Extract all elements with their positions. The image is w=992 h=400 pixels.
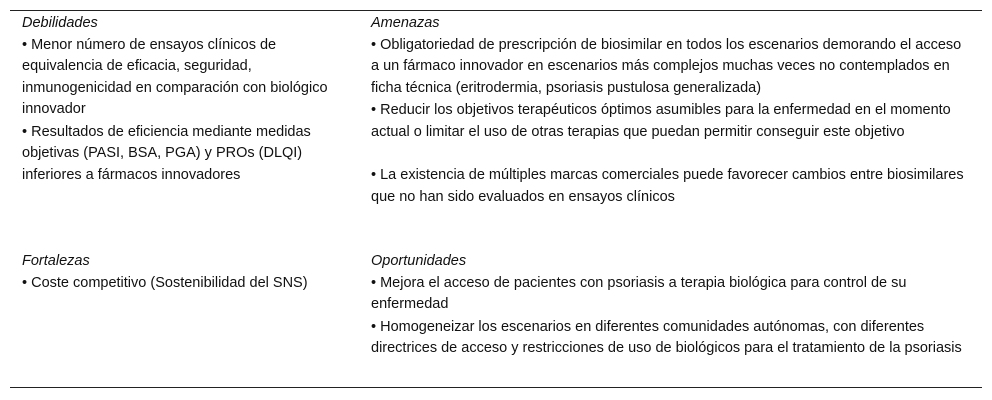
opportunities-heading: Oportunidades <box>371 253 467 269</box>
weakness-item: • Menor número de ensayos clínicos de equivalencia de eficacia, seguridad, inmunogenicidad en comparación con biológico innovador <box>22 36 328 117</box>
threat-item: • Obligatoriedad de prescripción de biosimilar en todos los escenarios demorando el acceso a un fármaco innovador en escenarios más complejos muchas veces no contemplados en ficha técnica (eritrodermia, psoriasis pustulosa generalizada) <box>371 36 962 96</box>
weakness-item: • Resultados de eficiencia mediante medidas objetivas (PASI, BSA, PGA) y PROs (DLQI) inferiores a fármacos innovadores <box>22 123 311 183</box>
threat-item: • La existencia de múltiples marcas comerciales puede favorecer cambios entre biosimilares que no han sido evaluados en ensayos clínicos <box>371 167 964 205</box>
weaknesses-heading: Debilidades <box>22 15 98 31</box>
strengths-cell <box>22 251 342 294</box>
strength-item: • Coste competitivo (Sostenibilidad del SNS) <box>22 274 308 291</box>
strengths-heading: Fortalezas <box>22 253 90 269</box>
swot-table <box>10 10 982 388</box>
threats-cell <box>371 13 971 208</box>
opportunity-item: • Homogeneizar los escenarios en diferentes comunidades autónomas, con diferentes directrices de acceso y restricciones de uso de biológicos para el tratamiento de la psoriasis <box>371 318 962 356</box>
weaknesses-cell <box>22 13 342 186</box>
threat-item: • Reducir los objetivos terapéuticos óptimos asumibles para la enfermedad en el momento actual o limitar el uso de otras terapias que puedan permitir conseguir este objetivo <box>371 102 951 140</box>
threats-heading: Amenazas <box>371 15 440 31</box>
opportunities-cell <box>371 251 971 360</box>
opportunity-item: • Mejora el acceso de pacientes con psoriasis a terapia biológica para control de su enfermedad <box>371 274 907 312</box>
